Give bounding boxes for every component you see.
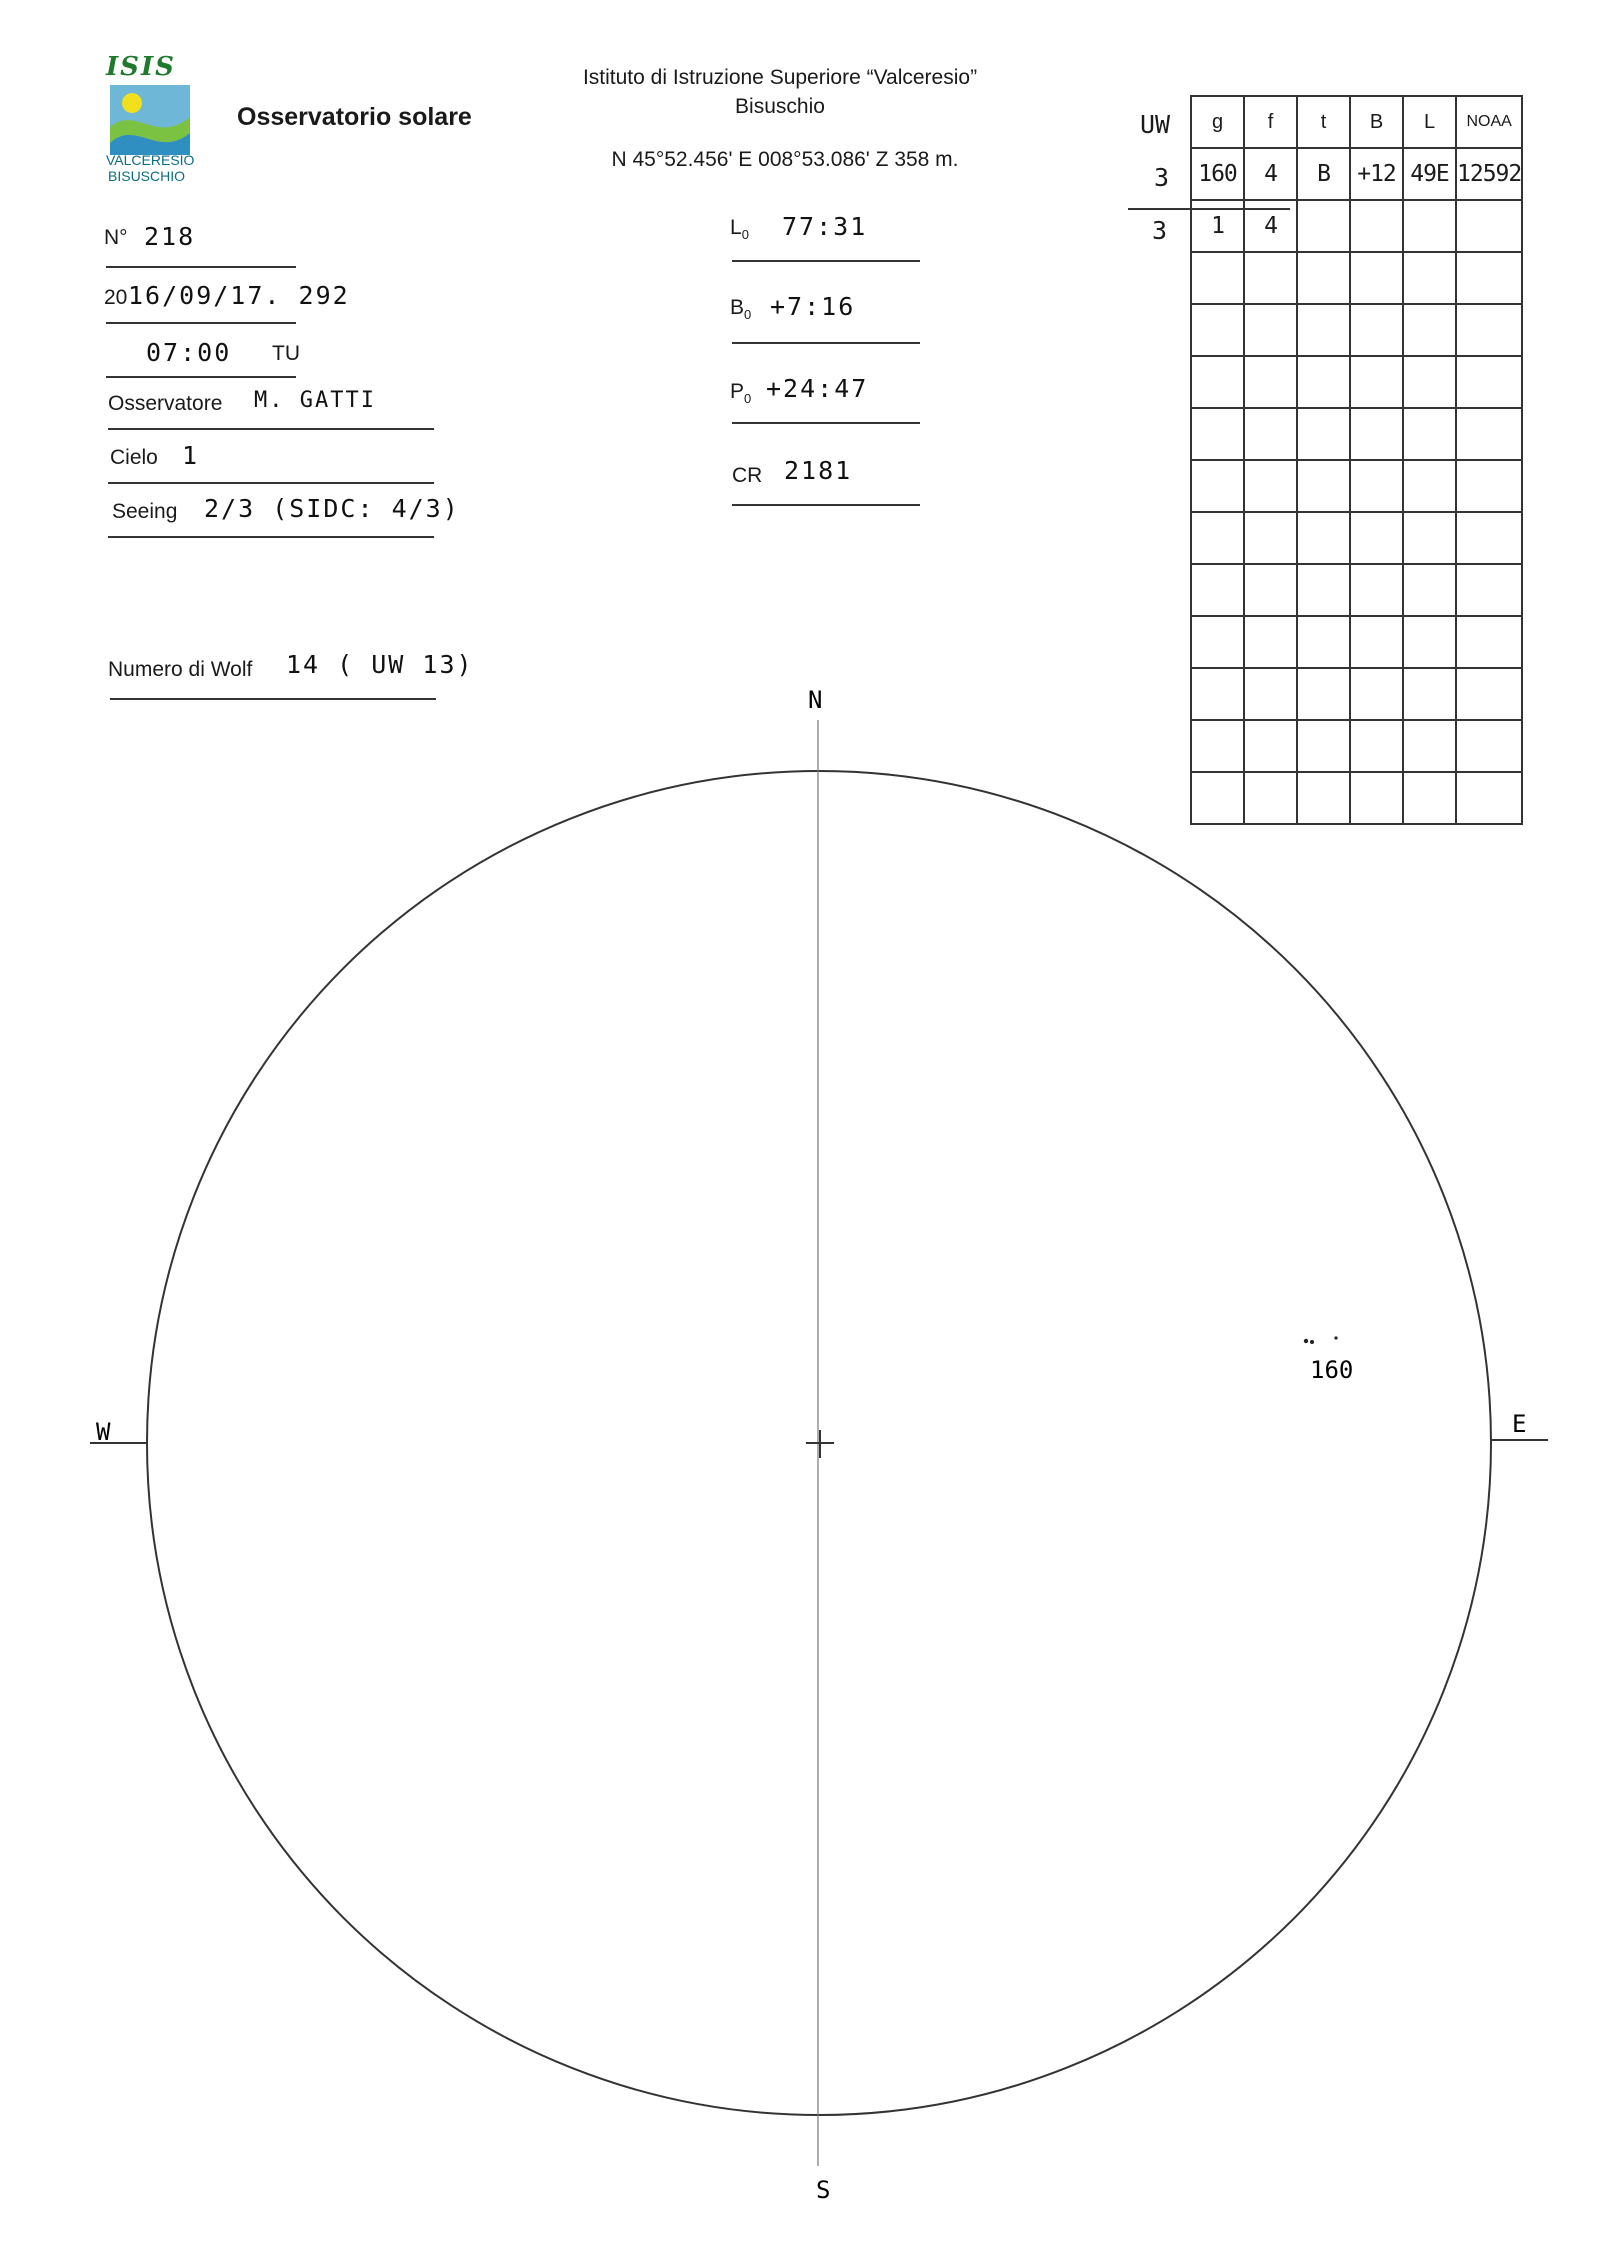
- l0-subscript: 0: [741, 227, 749, 243]
- header-b: B: [1350, 96, 1403, 148]
- cell-g: 1: [1191, 200, 1244, 252]
- cr-value: 2181: [784, 456, 853, 485]
- p0-letter: P: [730, 380, 745, 403]
- header-t: t: [1297, 96, 1350, 148]
- west-label: W: [96, 1418, 111, 1446]
- l0-value: 77:31: [782, 212, 868, 241]
- number-value: 218: [144, 222, 196, 251]
- seeing-label: Seeing: [112, 500, 178, 523]
- seeing-value: 2/3 (SIDC: 4/3): [204, 494, 460, 523]
- cell-noaa: 12592: [1456, 148, 1522, 200]
- logo-brand: ISIS: [106, 52, 176, 82]
- sky-value: 1: [182, 441, 200, 470]
- header-f: f: [1244, 96, 1297, 148]
- sunspot-dot: [1304, 1339, 1308, 1343]
- p0-subscript: 0: [744, 391, 752, 407]
- north-label: N: [808, 686, 823, 714]
- logo-text-valceresio: VALCERESIO: [106, 152, 195, 168]
- b0-letter: B: [730, 296, 745, 319]
- time-unit: TU: [272, 342, 300, 365]
- header-l: L: [1403, 96, 1456, 148]
- wolf-value: 14 ( UW 13): [286, 650, 474, 679]
- south-label: S: [816, 2176, 831, 2204]
- cell-t: B: [1297, 148, 1350, 200]
- sunspot-dot: [1310, 1340, 1314, 1344]
- institute-town: Bisuschio: [735, 95, 825, 118]
- number-label: N°: [104, 226, 128, 249]
- b0-subscript: 0: [744, 307, 752, 323]
- cell-g: 160: [1191, 148, 1244, 200]
- uw-row-1: 3: [1154, 163, 1170, 192]
- east-label: E: [1512, 1410, 1527, 1438]
- sky-label: Cielo: [110, 446, 158, 469]
- cell-b: +12: [1350, 148, 1403, 200]
- b0-value: +7:16: [770, 292, 856, 321]
- observer-value: M. GATTI: [254, 388, 376, 413]
- wolf-label: Numero di Wolf: [108, 658, 253, 681]
- header-noaa: NOAA: [1456, 96, 1522, 148]
- institute-name: Istituto di Istruzione Superiore “Valceresio”: [582, 66, 978, 89]
- cell-f: 4: [1244, 148, 1297, 200]
- p0-value: +24:47: [766, 374, 869, 403]
- date-value: 16/09/17. 292: [128, 281, 350, 310]
- cell-l: 49E: [1403, 148, 1456, 200]
- observatory-coordinates: N 45°52.456' E 008°53.086' Z 358 m.: [611, 148, 959, 171]
- uw-header: UW: [1140, 110, 1171, 139]
- l0-letter: L: [730, 216, 742, 239]
- cr-label: CR: [732, 464, 763, 487]
- time-value: 07:00: [146, 338, 232, 367]
- date-prefix: 20: [104, 286, 128, 309]
- observatory-title: Osservatorio solare: [237, 103, 472, 131]
- logo-text-bisuschio: BISUSCHIO: [108, 168, 186, 184]
- uw-row-2: 3: [1152, 216, 1168, 245]
- observer-label: Osservatore: [108, 392, 223, 415]
- cell-f: 4: [1244, 200, 1297, 252]
- sunspot-dot: [1334, 1336, 1337, 1339]
- header-g: g: [1191, 96, 1244, 148]
- group-label-160: 160: [1310, 1356, 1354, 1384]
